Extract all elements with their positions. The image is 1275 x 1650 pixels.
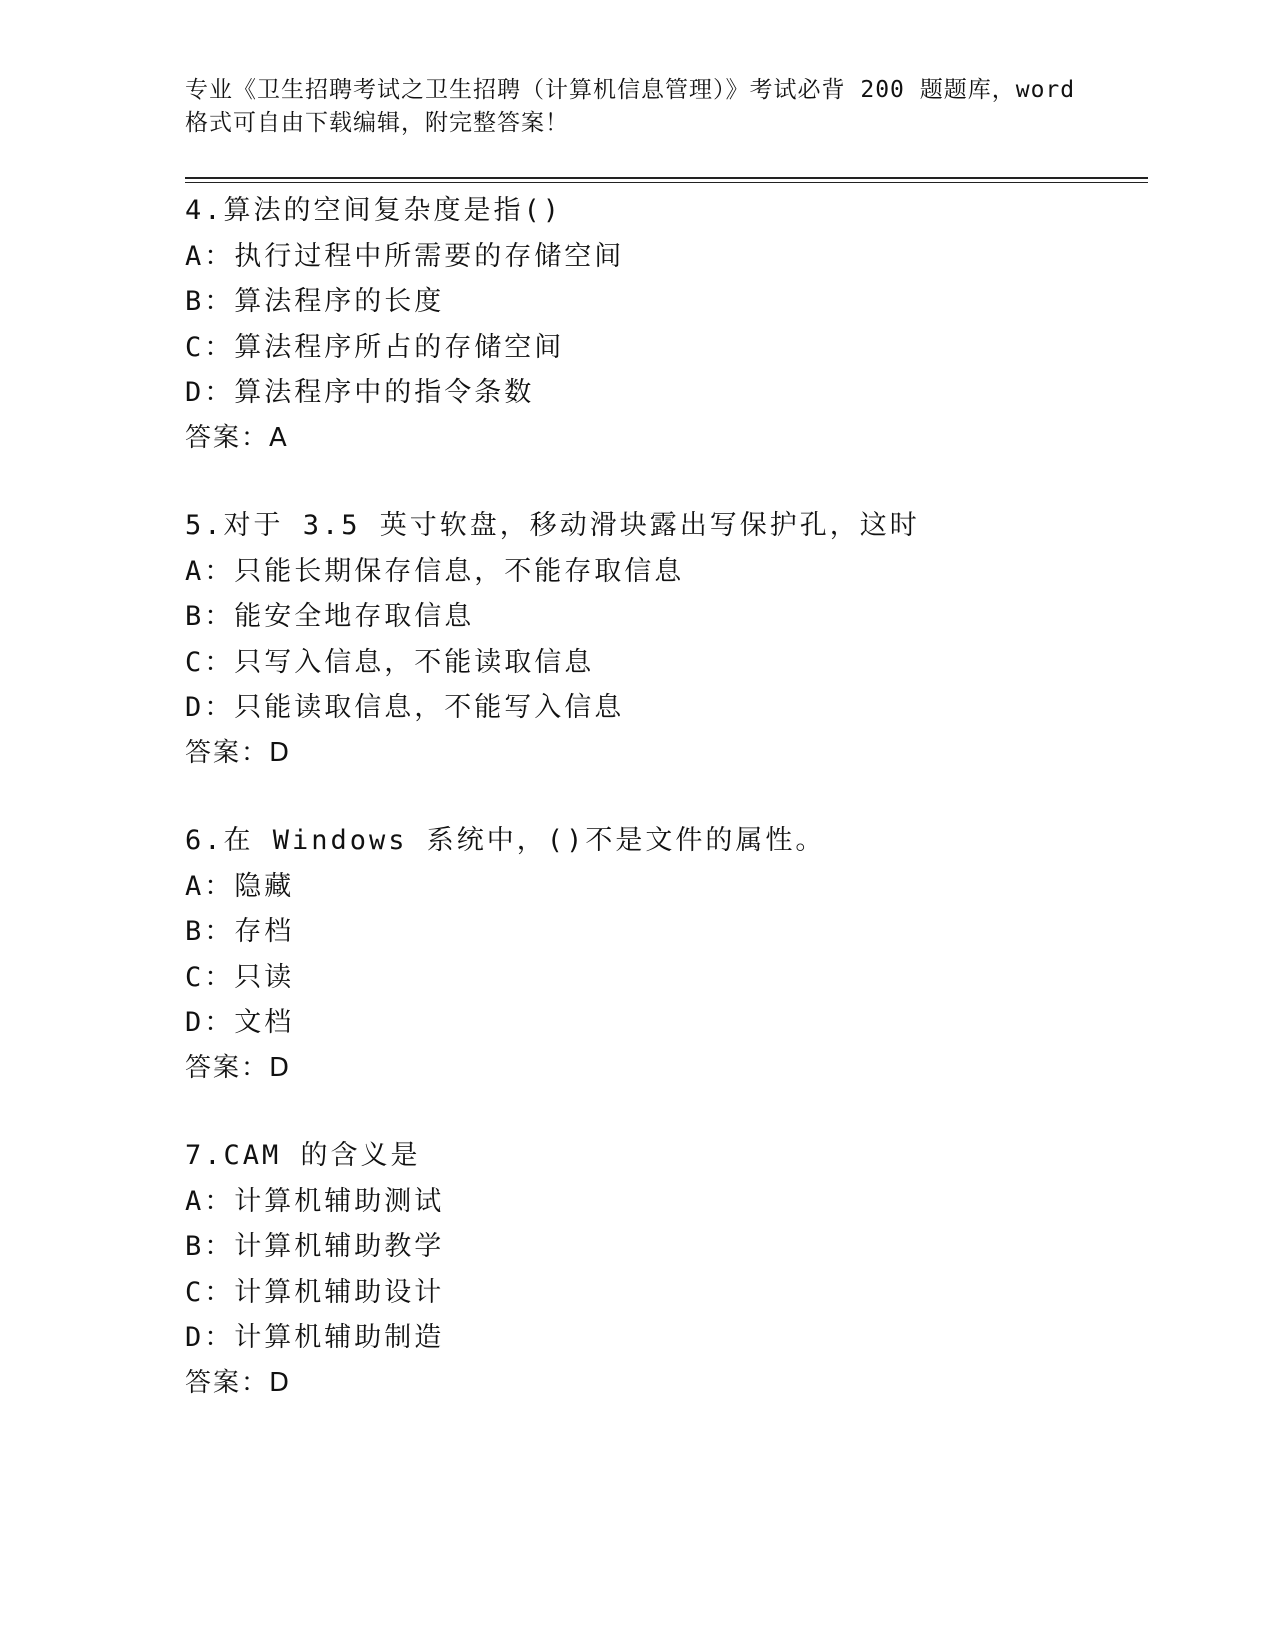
option-a: A：只能长期保存信息，不能存取信息 bbox=[185, 555, 685, 587]
option-d: D：只能读取信息，不能写入信息 bbox=[185, 692, 625, 723]
option-b: B：算法程序的长度 bbox=[185, 286, 445, 317]
option-c: C：只读 bbox=[185, 961, 295, 993]
option-a: A：隐藏 bbox=[185, 870, 295, 902]
question-5 bbox=[185, 503, 1135, 776]
question-7 bbox=[185, 1133, 1135, 1406]
answer-line: 答案：D bbox=[185, 1367, 292, 1398]
option-c: C：计算机辅助设计 bbox=[185, 1276, 445, 1308]
question-6 bbox=[185, 818, 1135, 1091]
option-b: B：能安全地存取信息 bbox=[185, 601, 475, 632]
option-c: C：只写入信息，不能读取信息 bbox=[185, 646, 595, 678]
answer-line: 答案：A bbox=[185, 422, 289, 453]
question-stem: 7.CAM 的含义是 bbox=[185, 1140, 421, 1171]
option-a: A：执行过程中所需要的存储空间 bbox=[185, 240, 625, 272]
question-stem: 6.在 Windows 系统中，()不是文件的属性。 bbox=[185, 825, 826, 856]
question-4 bbox=[185, 188, 1135, 461]
document-header bbox=[185, 74, 1085, 140]
header-line-1: 专业《卫生招聘考试之卫生招聘（计算机信息管理）》考试必背 200 题题库，word bbox=[185, 77, 1076, 103]
question-stem: 5.对于 3.5 英寸软盘，移动滑块露出写保护孔，这时 bbox=[185, 510, 920, 541]
option-d: D：算法程序中的指令条数 bbox=[185, 377, 535, 408]
option-b: B：计算机辅助教学 bbox=[185, 1231, 445, 1262]
option-b: B：存档 bbox=[185, 916, 295, 947]
header-divider-thin bbox=[185, 182, 1148, 183]
option-a: A：计算机辅助测试 bbox=[185, 1185, 445, 1217]
option-d: D：计算机辅助制造 bbox=[185, 1322, 445, 1353]
answer-line: 答案：D bbox=[185, 737, 292, 768]
header-divider-thick bbox=[185, 177, 1148, 179]
header-line-2: 格式可自由下载编辑，附完整答案！ bbox=[185, 110, 569, 136]
option-c: C：算法程序所占的存储空间 bbox=[185, 331, 565, 363]
answer-line: 答案：D bbox=[185, 1052, 292, 1083]
option-d: D：文档 bbox=[185, 1007, 295, 1038]
question-list bbox=[185, 188, 1135, 1448]
question-stem: 4.算法的空间复杂度是指() bbox=[185, 195, 563, 226]
